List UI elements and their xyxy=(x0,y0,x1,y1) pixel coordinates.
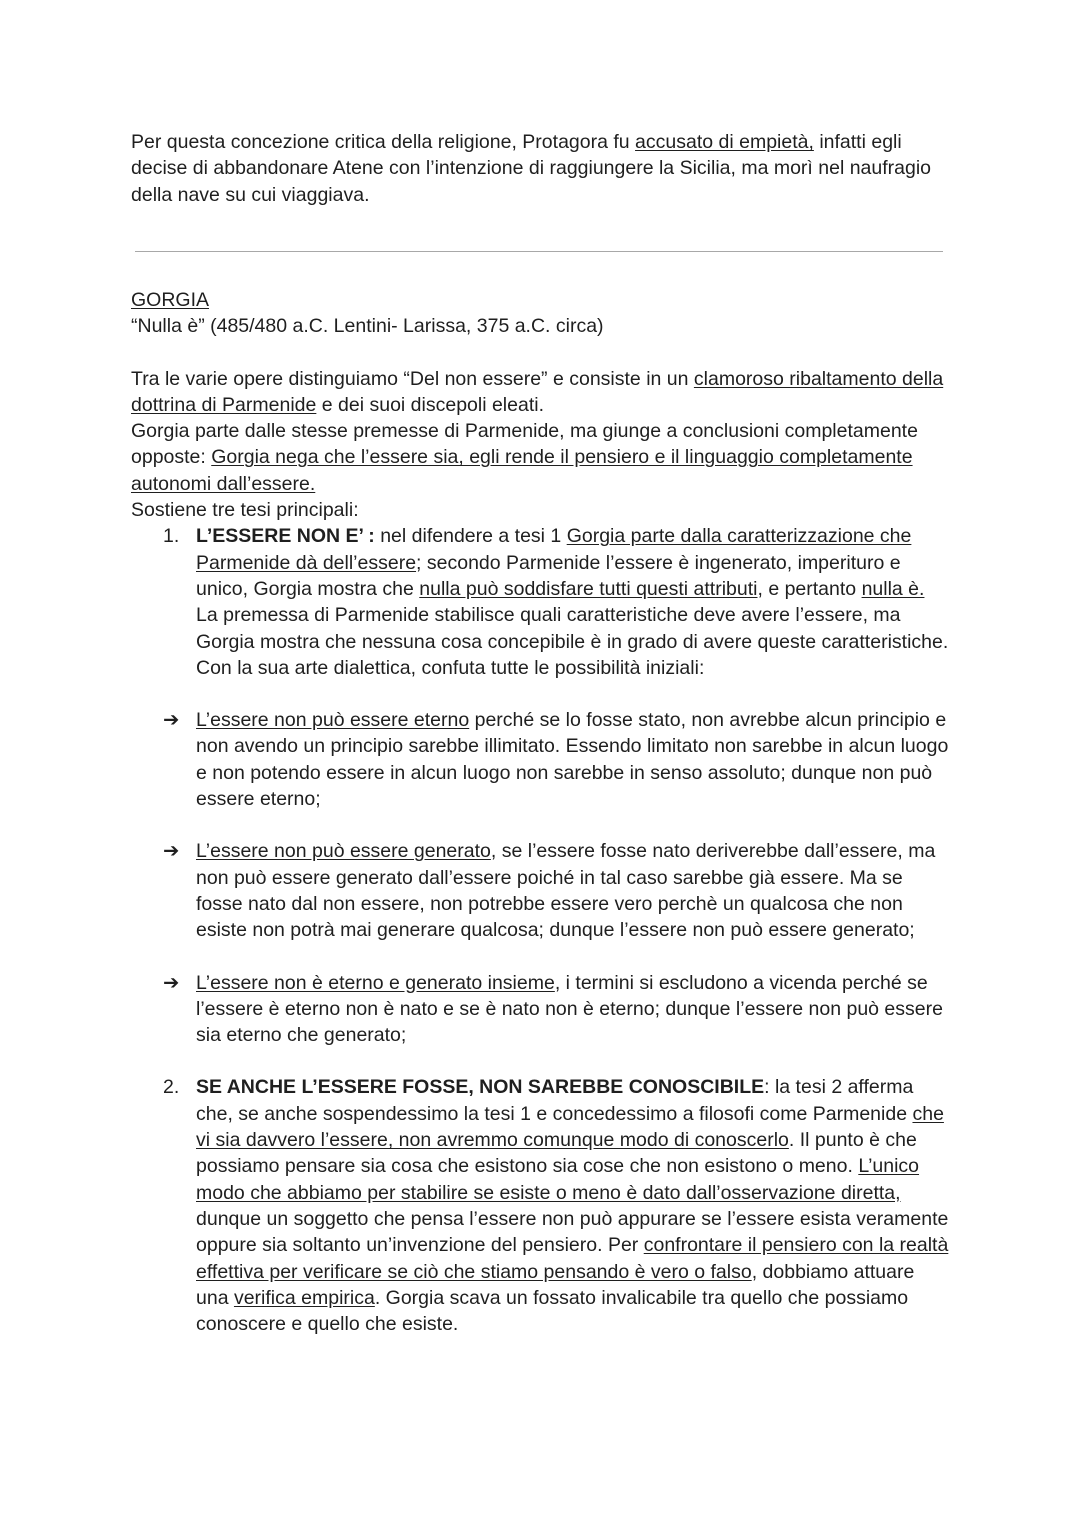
p1-underlined: clamoroso ribaltamento della dottrina di Parmenide xyxy=(131,367,944,416)
thesis-1-u1: Gorgia parte dalla caratterizzazione che Parmenide dà dell’essere xyxy=(196,525,912,574)
thesis-2-e: . Gorgia scava un fossato invalicabile tra quello che possiamo conoscere e quello che esiste. xyxy=(196,1286,909,1336)
thesis-2 xyxy=(131,1074,951,1337)
arrow-right-icon: ➔ xyxy=(163,840,180,863)
arrow-item-text xyxy=(196,970,951,1049)
thesis-1-number: 1. xyxy=(163,525,180,548)
intro-paragraph xyxy=(131,129,951,208)
arrow-item-text xyxy=(196,838,951,943)
gorgia-heading: GORGIA xyxy=(131,289,210,311)
section-heading xyxy=(131,287,951,313)
arrow-item-rest: , i termini si escludono a vicenda perché se l’essere è eterno non è nato e se è nato non è eterno; dunque l’essere non può essere sia eterno che generato; xyxy=(196,971,943,1047)
intro-text-a: Per questa concezione critica della religione, Protagora fu xyxy=(131,131,636,153)
arrow-item-underlined: L’essere non è eterno e generato insieme xyxy=(196,971,555,994)
arrow-right-icon: ➔ xyxy=(163,709,180,732)
thesis-1-u3: nulla è. xyxy=(861,577,925,600)
spacer xyxy=(131,681,951,707)
thesis-2-number: 2. xyxy=(163,1076,180,1099)
arrow-item-underlined: L’essere non può essere eterno xyxy=(196,709,470,732)
spacer xyxy=(131,944,951,970)
p2-text-a: Gorgia parte dalle stesse premesse di Parmenide, ma giunge a conclusioni completamente opposte: xyxy=(131,420,918,469)
thesis-1-b: ; secondo Parmenide l’essere è ingenerato, imperituro e unico, Gorgia mostra che xyxy=(196,551,901,600)
thesis-2-d: , dobbiamo attuare una xyxy=(196,1260,915,1309)
thesis-2-u4: verifica empirica xyxy=(233,1286,375,1309)
spacer xyxy=(131,1048,951,1074)
thesis-2-c: dunque un soggetto che pensa l’essere non può appurare se l’essere esista veramente oppure sia soltanto un’invenzione del pensiero. Per xyxy=(196,1207,949,1257)
thesis-1-text xyxy=(196,523,951,681)
thesis-2-u2: L’unico modo che abbiamo per stabilire se esiste o meno è dato dall’osservazione diretta, xyxy=(196,1155,920,1204)
arrow-right-icon: ➔ xyxy=(163,971,180,994)
paragraph-3: Sostiene tre tesi principali: xyxy=(131,499,359,522)
intro-text-b: infatti egli decise di abbandonare Atene con l’intenzione di raggiungere la Sicilia, ma morì nel naufragio della nave su cui viaggiava. xyxy=(131,131,932,206)
thesis-2-title: SE ANCHE L’ESSERE FOSSE, NON SAREBBE CONOSCIBILE xyxy=(196,1076,765,1099)
thesis-2-b: . Il punto è che possiamo pensare sia cosa che esistono sia cose che non esistono o meno. xyxy=(196,1129,917,1178)
thesis-2-u3: confrontare il pensiero con la realtà effettiva per verificare se ciò che stiamo pensando è vero o falso xyxy=(196,1234,949,1283)
thesis-1-d: La premessa di Parmenide stabilisce quali caratteristiche deve avere l’essere, ma Gorgia mostra che nessuna cosa concepibile è in grado di avere queste caratteristiche. Con la sua arte dialettica, confuta tutte le possibilità iniziali: xyxy=(196,604,949,679)
arrow-item-2 xyxy=(131,838,951,943)
arrow-item-1 xyxy=(131,707,951,812)
spacer xyxy=(131,340,951,366)
intro-underlined: accusato di empietà, xyxy=(635,131,814,153)
thesis-1 xyxy=(131,523,951,681)
section-subtitle: “Nulla è” (485/480 a.C. Lentini- Larissa, 375 a.C. circa) xyxy=(131,315,604,338)
thesis-1-title: L’ESSERE NON E’ : xyxy=(196,525,375,548)
p1-text-a: Tra le varie opere distinguiamo “Del non essere” e consiste in un xyxy=(131,367,694,390)
horizontal-divider xyxy=(135,251,943,252)
thesis-2-a: : la tesi 2 afferma che, se anche sospendessimo la tesi 1 e concedessimo a filosofi come Parmenide xyxy=(196,1076,914,1125)
thesis-1-u2: nulla può soddisfare tutti questi attributi xyxy=(419,577,758,600)
gorgia-section xyxy=(131,287,951,1337)
arrow-item-rest: , se l’essere fosse nato deriverebbe dall’essere, ma non può essere generato dall’essere poiché in tal caso sarebbe già essere. Ma se fosse nato dal non essere, non potrebbe essere vero perchè un qualcosa che non esiste non potrà mai generare qualcosa; dunque l’essere non può essere generato; xyxy=(196,840,936,942)
paragraph-1 xyxy=(131,366,951,419)
paragraph-2 xyxy=(131,418,951,497)
arrow-item-3 xyxy=(131,970,951,1049)
spacer xyxy=(131,812,951,838)
intro-block xyxy=(131,129,951,208)
thesis-2-u1: che vi sia davvero l’essere, non avremmo comunque modo di conoscerlo xyxy=(196,1102,944,1152)
arrow-item-rest: perché se lo fosse stato, non avrebbe alcun principio e non avendo un principio sarebbe illimitato. Essendo limitato non sarebbe in alcun luogo e non potendo essere in alcun luogo non sarebbe in senso assoluto; dunque non può essere eterno; xyxy=(196,709,949,811)
p1-text-b: e dei suoi discepoli eleati. xyxy=(316,393,544,416)
arrow-item-text xyxy=(196,707,951,812)
thesis-1-a: nel difendere a tesi 1 xyxy=(374,525,567,548)
thesis-2-text xyxy=(196,1074,951,1337)
arrow-item-underlined: L’essere non può essere generato xyxy=(196,840,491,863)
p2-underlined: Gorgia nega che l’essere sia, egli rende il pensiero e il linguaggio completamente autonomi dall’essere. xyxy=(131,446,913,495)
thesis-1-c: , e pertanto xyxy=(757,577,862,600)
